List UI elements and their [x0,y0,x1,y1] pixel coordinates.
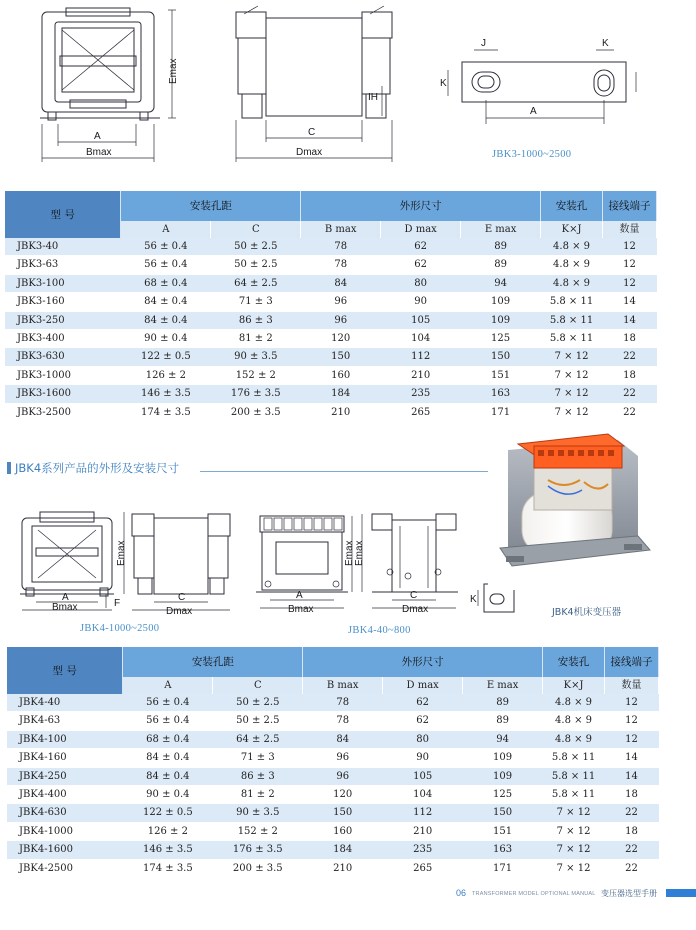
value-cell: 200 ± 3.5 [211,403,301,421]
model-cell: JBK4-40 [7,694,123,712]
value-cell: 71 ± 3 [211,293,301,311]
model-cell: JBK4-630 [7,804,123,822]
model-cell: JBK4-2500 [7,859,123,877]
value-cell: 84 ± 0.4 [123,767,213,785]
jbk4-label-f: F [114,598,121,609]
value-cell: 4.8 × 9 [541,256,603,274]
jbk4-head-b: B max [303,677,383,694]
model-cell: JBK3-2500 [5,403,121,421]
value-cell: 5.8 × 11 [543,749,605,767]
jbk3-head-d: D max [381,221,461,238]
jbk3-head-a: A [121,221,211,238]
value-cell: 150 [461,348,541,366]
value-cell: 80 [383,730,463,748]
value-cell: 120 [303,786,383,804]
value-cell: 89 [463,694,543,712]
value-cell: 86 ± 3 [213,767,303,785]
jbk3-label-a: A [94,131,101,142]
jbk3-label-k2: K [440,78,447,89]
value-cell: 120 [301,330,381,348]
value-cell: 56 ± 0.4 [123,712,213,730]
table-row [5,348,657,366]
jbk4-head-mount: 安装孔距 [123,647,303,677]
value-cell: 109 [461,293,541,311]
value-cell: 89 [463,712,543,730]
jbk3-label-dmax: Dmax [296,147,323,158]
value-cell: 14 [605,749,659,767]
jbk4-head-model: 型 号 [7,647,123,694]
model-cell: JBK3-400 [5,330,121,348]
model-cell: JBK3-100 [5,274,121,292]
value-cell: 7 × 12 [543,804,605,822]
jbk4-section-title: JBK4系列产品的外形及安装尺寸 [15,461,180,475]
table-row [7,786,659,804]
jbk3-head-qty: 数量 [603,221,657,238]
value-cell: 50 ± 2.5 [211,238,301,256]
value-cell: 104 [381,330,461,348]
value-cell: 56 ± 0.4 [121,238,211,256]
jbk3-head-e: E max [461,221,541,238]
model-cell: JBK3-40 [5,238,121,256]
model-cell: JBK3-630 [5,348,121,366]
jbk4-label-c2: C [410,590,418,601]
value-cell: 151 [463,822,543,840]
value-cell: 18 [605,786,659,804]
value-cell: 171 [463,859,543,877]
value-cell: 163 [463,841,543,859]
value-cell: 7 × 12 [541,403,603,421]
value-cell: 22 [603,348,657,366]
value-cell: 78 [303,712,383,730]
model-cell: JBK4-160 [7,749,123,767]
table-row [7,841,659,859]
value-cell: 4.8 × 9 [543,694,605,712]
jbk4-head-outline: 外形尺寸 [303,647,543,677]
value-cell: 84 ± 0.4 [123,749,213,767]
jbk3-head-hole: 安装孔 [541,191,603,221]
jbk3-head-c: C [211,221,301,238]
value-cell: 146 ± 3.5 [121,385,211,403]
jbk3-label-c: C [308,127,316,138]
value-cell: 7 × 12 [541,366,603,384]
value-cell: 126 ± 2 [121,366,211,384]
jbk4-label-emax3: Emax [354,540,365,566]
jbk4-caption-right: JBK4-40~800 [348,625,411,636]
value-cell: 96 [301,311,381,329]
value-cell: 71 ± 3 [213,749,303,767]
value-cell: 22 [605,859,659,877]
table-row [7,749,659,767]
value-cell: 126 ± 2 [123,822,213,840]
value-cell: 210 [381,366,461,384]
value-cell: 125 [463,786,543,804]
model-cell: JBK3-250 [5,311,121,329]
value-cell: 7 × 12 [543,822,605,840]
value-cell: 112 [381,348,461,366]
value-cell: 109 [463,749,543,767]
model-cell: JBK4-100 [7,730,123,748]
value-cell: 7 × 12 [541,348,603,366]
value-cell: 90 ± 0.4 [123,786,213,804]
value-cell: 81 ± 2 [211,330,301,348]
jbk4-label-c: C [178,592,186,603]
value-cell: 152 ± 2 [213,822,303,840]
table-row [7,694,659,712]
jbk4-head-c: C [213,677,303,694]
value-cell: 90 ± 3.5 [211,348,301,366]
value-cell: 5.8 × 11 [543,786,605,804]
value-cell: 146 ± 3.5 [123,841,213,859]
value-cell: 151 [461,366,541,384]
value-cell: 112 [383,804,463,822]
jbk3-drawing-caption: JBK3-1000~2500 [492,149,572,160]
value-cell: 50 ± 2.5 [211,256,301,274]
value-cell: 84 ± 0.4 [121,293,211,311]
table-row [7,822,659,840]
table-row [5,256,657,274]
model-cell: JBK3-1600 [5,385,121,403]
table-row [5,330,657,348]
jbk4-head-kj: K×J [543,677,605,694]
value-cell: 22 [605,804,659,822]
value-cell: 62 [383,712,463,730]
value-cell: 94 [463,730,543,748]
value-cell: 122 ± 0.5 [123,804,213,822]
jbk4-head-a: A [123,677,213,694]
value-cell: 176 ± 3.5 [213,841,303,859]
value-cell: 90 ± 3.5 [213,804,303,822]
value-cell: 22 [603,403,657,421]
jbk3-label-emax: Emax [168,58,179,84]
value-cell: 210 [383,822,463,840]
value-cell: 84 [303,730,383,748]
value-cell: 22 [605,841,659,859]
jbk3-label-bmax: Bmax [86,147,112,158]
table-row [7,730,659,748]
value-cell: 12 [605,694,659,712]
value-cell: 12 [603,238,657,256]
value-cell: 152 ± 2 [211,366,301,384]
value-cell: 14 [605,767,659,785]
value-cell: 176 ± 3.5 [211,385,301,403]
value-cell: 62 [381,238,461,256]
jbk4-label-a: A [62,592,69,603]
jbk3-label-ih: IH [368,92,378,103]
value-cell: 104 [383,786,463,804]
value-cell: 90 [383,749,463,767]
value-cell: 12 [605,712,659,730]
value-cell: 184 [303,841,383,859]
value-cell: 84 ± 0.4 [121,311,211,329]
value-cell: 78 [301,256,381,274]
jbk4-head-e: E max [463,677,543,694]
value-cell: 7 × 12 [543,841,605,859]
jbk4-label-dmax2: Dmax [402,604,429,615]
jbk4-label-k: K [470,594,477,605]
value-cell: 50 ± 2.5 [213,712,303,730]
jbk4-caption-left: JBK4-1000~2500 [80,623,160,634]
table-row [7,804,659,822]
value-cell: 150 [301,348,381,366]
value-cell: 84 [301,274,381,292]
jbk3-head-outline: 外形尺寸 [301,191,541,221]
jbk3-head-kj: K×J [541,221,603,238]
value-cell: 5.8 × 11 [541,311,603,329]
value-cell: 7 × 12 [541,385,603,403]
value-cell: 68 ± 0.4 [121,274,211,292]
value-cell: 96 [303,749,383,767]
jbk4-label-bmax: Bmax [52,602,78,613]
value-cell: 90 ± 0.4 [121,330,211,348]
table-row [7,767,659,785]
value-cell: 5.8 × 11 [541,293,603,311]
value-cell: 235 [381,385,461,403]
value-cell: 68 ± 0.4 [123,730,213,748]
value-cell: 163 [461,385,541,403]
value-cell: 62 [381,256,461,274]
value-cell: 105 [383,767,463,785]
value-cell: 150 [463,804,543,822]
value-cell: 50 ± 2.5 [213,694,303,712]
jbk4-label-emax: Emax [116,540,127,566]
table-row [5,293,657,311]
value-cell: 4.8 × 9 [541,274,603,292]
value-cell: 62 [383,694,463,712]
table-row [5,403,657,421]
value-cell: 160 [301,366,381,384]
jbk3-label-j: J [481,38,486,49]
jbk3-head-model: 型 号 [5,191,121,238]
value-cell: 109 [461,311,541,329]
value-cell: 109 [463,767,543,785]
value-cell: 265 [383,859,463,877]
table-row [5,366,657,384]
jbk4-head-qty: 数量 [605,677,659,694]
model-cell: JBK3-1000 [5,366,121,384]
value-cell: 14 [603,311,657,329]
table-row [5,274,657,292]
value-cell: 96 [303,767,383,785]
footer-english-title: TRANSFORMER MODEL OPTIONAL MANUAL [472,891,596,897]
value-cell: 80 [381,274,461,292]
jbk4-head-hole: 安装孔 [543,647,605,677]
value-cell: 56 ± 0.4 [123,694,213,712]
model-cell: JBK3-160 [5,293,121,311]
value-cell: 89 [461,238,541,256]
value-cell: 81 ± 2 [213,786,303,804]
value-cell: 174 ± 3.5 [121,403,211,421]
jbk4-section-rule [200,471,492,472]
table-row [7,859,659,877]
value-cell: 171 [461,403,541,421]
jbk4-label-emax2: Emax [344,540,355,566]
value-cell: 4.8 × 9 [541,238,603,256]
jbk4-spec-table [7,647,659,878]
footer-chinese-title: 变压器选型手册 [601,889,657,898]
value-cell: 18 [603,366,657,384]
value-cell: 22 [603,385,657,403]
value-cell: 18 [605,822,659,840]
table-row [7,712,659,730]
jbk4-label-dmax: Dmax [166,606,193,617]
value-cell: 4.8 × 9 [543,730,605,748]
jbk4-section-marker [7,462,11,474]
model-cell: JBK4-1600 [7,841,123,859]
jbk3-spec-table [5,191,657,422]
value-cell: 89 [461,256,541,274]
jbk3-label-k: K [602,38,609,49]
value-cell: 64 ± 2.5 [211,274,301,292]
model-cell: JBK4-1000 [7,822,123,840]
table-row [5,238,657,256]
value-cell: 122 ± 0.5 [121,348,211,366]
value-cell: 184 [301,385,381,403]
value-cell: 94 [461,274,541,292]
value-cell: 96 [301,293,381,311]
model-cell: JBK4-63 [7,712,123,730]
value-cell: 56 ± 0.4 [121,256,211,274]
table-row [5,385,657,403]
value-cell: 4.8 × 9 [543,712,605,730]
jbk4-label-a2: A [296,590,303,601]
jbk3-label-a2: A [530,106,537,117]
value-cell: 150 [303,804,383,822]
model-cell: JBK4-250 [7,767,123,785]
jbk4-head-d: D max [383,677,463,694]
value-cell: 18 [603,330,657,348]
value-cell: 78 [301,238,381,256]
model-cell: JBK3-63 [5,256,121,274]
model-cell: JBK4-400 [7,786,123,804]
value-cell: 210 [301,403,381,421]
value-cell: 5.8 × 11 [541,330,603,348]
value-cell: 200 ± 3.5 [213,859,303,877]
jbk4-label-bmax2: Bmax [288,604,314,615]
value-cell: 210 [303,859,383,877]
value-cell: 86 ± 3 [211,311,301,329]
value-cell: 265 [381,403,461,421]
jbk3-head-b: B max [301,221,381,238]
value-cell: 90 [381,293,461,311]
value-cell: 7 × 12 [543,859,605,877]
table-row [5,311,657,329]
value-cell: 174 ± 3.5 [123,859,213,877]
value-cell: 235 [383,841,463,859]
value-cell: 125 [461,330,541,348]
jbk4-photo-caption: JBK4机床变压器 [552,607,622,618]
jbk3-head-terminals: 接线端子 [603,191,657,221]
value-cell: 14 [603,293,657,311]
value-cell: 105 [381,311,461,329]
value-cell: 5.8 × 11 [543,767,605,785]
jbk4-head-terminals: 接线端子 [605,647,659,677]
value-cell: 64 ± 2.5 [213,730,303,748]
jbk3-head-mount: 安装孔距 [121,191,301,221]
value-cell: 160 [303,822,383,840]
value-cell: 12 [603,256,657,274]
value-cell: 78 [303,694,383,712]
value-cell: 12 [603,274,657,292]
footer-accent-bar [666,889,696,897]
value-cell: 12 [605,730,659,748]
footer-page-number: 06 [456,888,467,898]
